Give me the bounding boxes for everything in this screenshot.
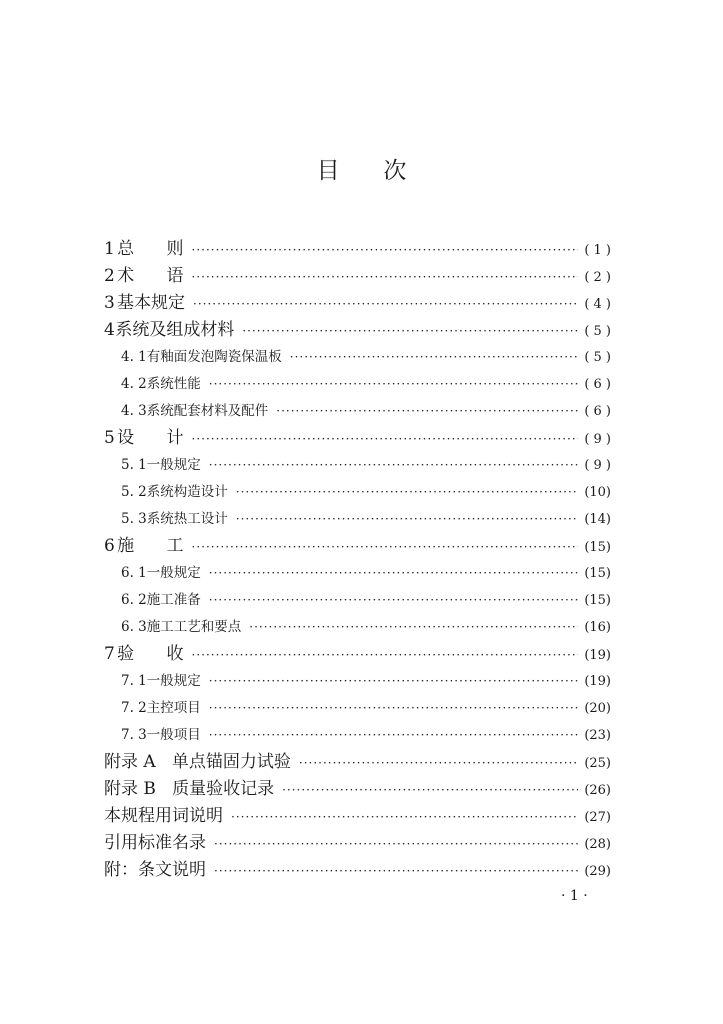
- toc-subentry: [104, 560, 611, 587]
- toc-entry-label: 施 工: [117, 536, 184, 556]
- toc-subentry: [104, 371, 611, 398]
- toc-entry: [104, 236, 611, 263]
- toc-subentry: [104, 668, 611, 695]
- toc-entry-number: 1: [104, 239, 115, 259]
- toc-entry-number: 7. 2: [121, 700, 147, 716]
- toc-leader-dots: [209, 722, 579, 749]
- toc-leader-dots: [192, 642, 579, 669]
- toc-entry-label: 术 语: [117, 266, 184, 286]
- toc-entry-backmatter: [104, 803, 611, 830]
- toc-entry-page: (29): [584, 864, 611, 879]
- toc-entry-label: 一般规定: [146, 457, 201, 473]
- toc-entry-number: 2: [104, 266, 115, 286]
- toc-entry-page: (27): [584, 810, 611, 825]
- toc-entry-page: ( 6 ): [584, 404, 611, 419]
- toc-entry-label: 系统构造设计: [146, 484, 228, 500]
- toc-subentry: [104, 479, 611, 506]
- toc-subentry: [104, 695, 611, 722]
- toc-entry: [104, 317, 611, 344]
- page-number: · 1 ·: [561, 888, 588, 904]
- toc-entry-number: 5. 1: [121, 457, 147, 473]
- toc-entry-number: 6. 2: [121, 592, 147, 608]
- toc-entry-number: 6. 1: [121, 565, 147, 581]
- toc-entry-label: 施工工艺和要点: [146, 619, 242, 635]
- toc-entry-label: 一般规定: [146, 565, 201, 581]
- toc-entry-label: 附录 B 质量验收记录: [104, 779, 275, 799]
- toc-leader-dots: [236, 479, 579, 506]
- toc-entry-page: (15): [584, 593, 611, 608]
- toc-entry-page: (16): [584, 620, 611, 635]
- toc-entry-page: (19): [584, 674, 611, 689]
- toc-entry-label: 引用标准名录: [104, 833, 206, 853]
- toc-leader-dots: [282, 777, 578, 804]
- toc-leader-dots: [231, 804, 578, 831]
- toc-entry-number: 5. 2: [121, 484, 147, 500]
- toc-entry-appendix: [104, 749, 611, 776]
- toc-leader-dots: [249, 614, 578, 641]
- toc-entry-label: 附：条文说明: [104, 860, 206, 880]
- toc-subentry: [104, 398, 611, 425]
- toc-entry-number: 4. 1: [121, 349, 147, 365]
- toc-entry-backmatter: [104, 830, 611, 857]
- toc-entry-label: 验 收: [117, 644, 184, 664]
- toc-leader-dots: [209, 452, 579, 479]
- toc-leader-dots: [236, 506, 579, 533]
- toc-entry-label: 基本规定: [117, 293, 186, 313]
- toc-entry-number: 5: [104, 428, 115, 448]
- toc-entry-page: ( 5 ): [584, 350, 611, 365]
- toc-entry: [104, 290, 611, 317]
- toc-leader-dots: [209, 668, 579, 695]
- toc-leader-dots: [209, 371, 579, 398]
- toc-entry-page: (28): [584, 837, 611, 852]
- toc-entry-page: (20): [584, 701, 611, 716]
- toc-leader-dots: [193, 291, 578, 318]
- toc-entry-appendix: [104, 776, 611, 803]
- toc-entry-page: ( 4 ): [584, 297, 611, 312]
- toc-entry-label: 总 则: [117, 239, 184, 259]
- toc-entry-label: 一般规定: [146, 673, 201, 689]
- toc-entry-page: (15): [584, 540, 611, 555]
- toc-entry-label: 设 计: [117, 428, 184, 448]
- toc-entry-page: (25): [584, 756, 611, 771]
- toc-entry-page: ( 1 ): [584, 243, 611, 258]
- toc-subentry: [104, 344, 611, 371]
- toc-subentry: [104, 506, 611, 533]
- toc-leader-dots: [214, 831, 578, 858]
- toc-subentry: [104, 452, 611, 479]
- toc-entry-label: 系统配套材料及配件: [146, 403, 269, 419]
- toc-entry-page: (26): [584, 783, 611, 798]
- toc-leader-dots: [242, 318, 578, 345]
- toc-leader-dots: [192, 237, 579, 264]
- toc-entry-label: 系统性能: [146, 376, 201, 392]
- toc-entry-page: (23): [584, 728, 611, 743]
- toc-entry: [104, 533, 611, 560]
- toc-entry-number: 7. 1: [121, 673, 147, 689]
- toc-entry-page: ( 2 ): [584, 270, 611, 285]
- toc-entry-number: 5. 3: [121, 511, 147, 527]
- toc-subentry: [104, 587, 611, 614]
- toc-entry-number: 6. 3: [121, 619, 147, 635]
- toc-leader-dots: [192, 426, 579, 453]
- toc-entry-label: 施工准备: [146, 592, 201, 608]
- toc-entry-page: ( 9 ): [584, 432, 611, 447]
- toc-entry-number: 4. 3: [121, 403, 147, 419]
- toc-entry-number: 3: [104, 293, 115, 313]
- toc-leader-dots: [192, 534, 579, 561]
- toc-entry-label: 附录 A 单点锚固力试验: [104, 752, 291, 772]
- toc-entry-label: 主控项目: [146, 700, 201, 716]
- toc-entry-number: 4. 2: [121, 376, 147, 392]
- toc-entry-number: 6: [104, 536, 115, 556]
- toc-entry-label: 本规程用词说明: [104, 806, 223, 826]
- toc-entry-backmatter: [104, 857, 611, 884]
- toc-entry-page: (19): [584, 648, 611, 663]
- toc-subentry: [104, 722, 611, 749]
- toc-entry-number: 7. 3: [121, 727, 147, 743]
- toc-entry: [104, 263, 611, 290]
- toc-entry-page: ( 6 ): [584, 377, 611, 392]
- toc-entry-label: 系统热工设计: [146, 511, 228, 527]
- toc-entry-number: 4: [104, 320, 115, 340]
- toc-entry-page: ( 5 ): [584, 324, 611, 339]
- toc-leader-dots: [276, 398, 578, 425]
- toc-subentry: [104, 614, 611, 641]
- toc-entry-page: (15): [584, 566, 611, 581]
- toc-entry: [104, 425, 611, 452]
- toc-entry-page: (14): [584, 512, 611, 527]
- page-title: 目 次: [316, 158, 407, 184]
- toc-entry-label: 一般项目: [146, 727, 201, 743]
- toc-leader-dots: [209, 560, 579, 587]
- table-of-contents: [104, 236, 611, 884]
- toc-entry-page: (10): [584, 485, 611, 500]
- toc-entry-label: 有釉面发泡陶瓷保温板: [146, 349, 282, 365]
- toc-leader-dots: [209, 587, 579, 614]
- toc-entry-page: ( 9 ): [584, 458, 611, 473]
- toc-leader-dots: [290, 344, 579, 371]
- toc-leader-dots: [192, 264, 579, 291]
- toc-entry-label: 系统及组成材料: [115, 320, 235, 340]
- toc-entry-number: 7: [104, 644, 115, 664]
- toc-leader-dots: [214, 858, 578, 885]
- toc-entry: [104, 641, 611, 668]
- toc-leader-dots: [299, 750, 578, 777]
- toc-leader-dots: [209, 695, 579, 722]
